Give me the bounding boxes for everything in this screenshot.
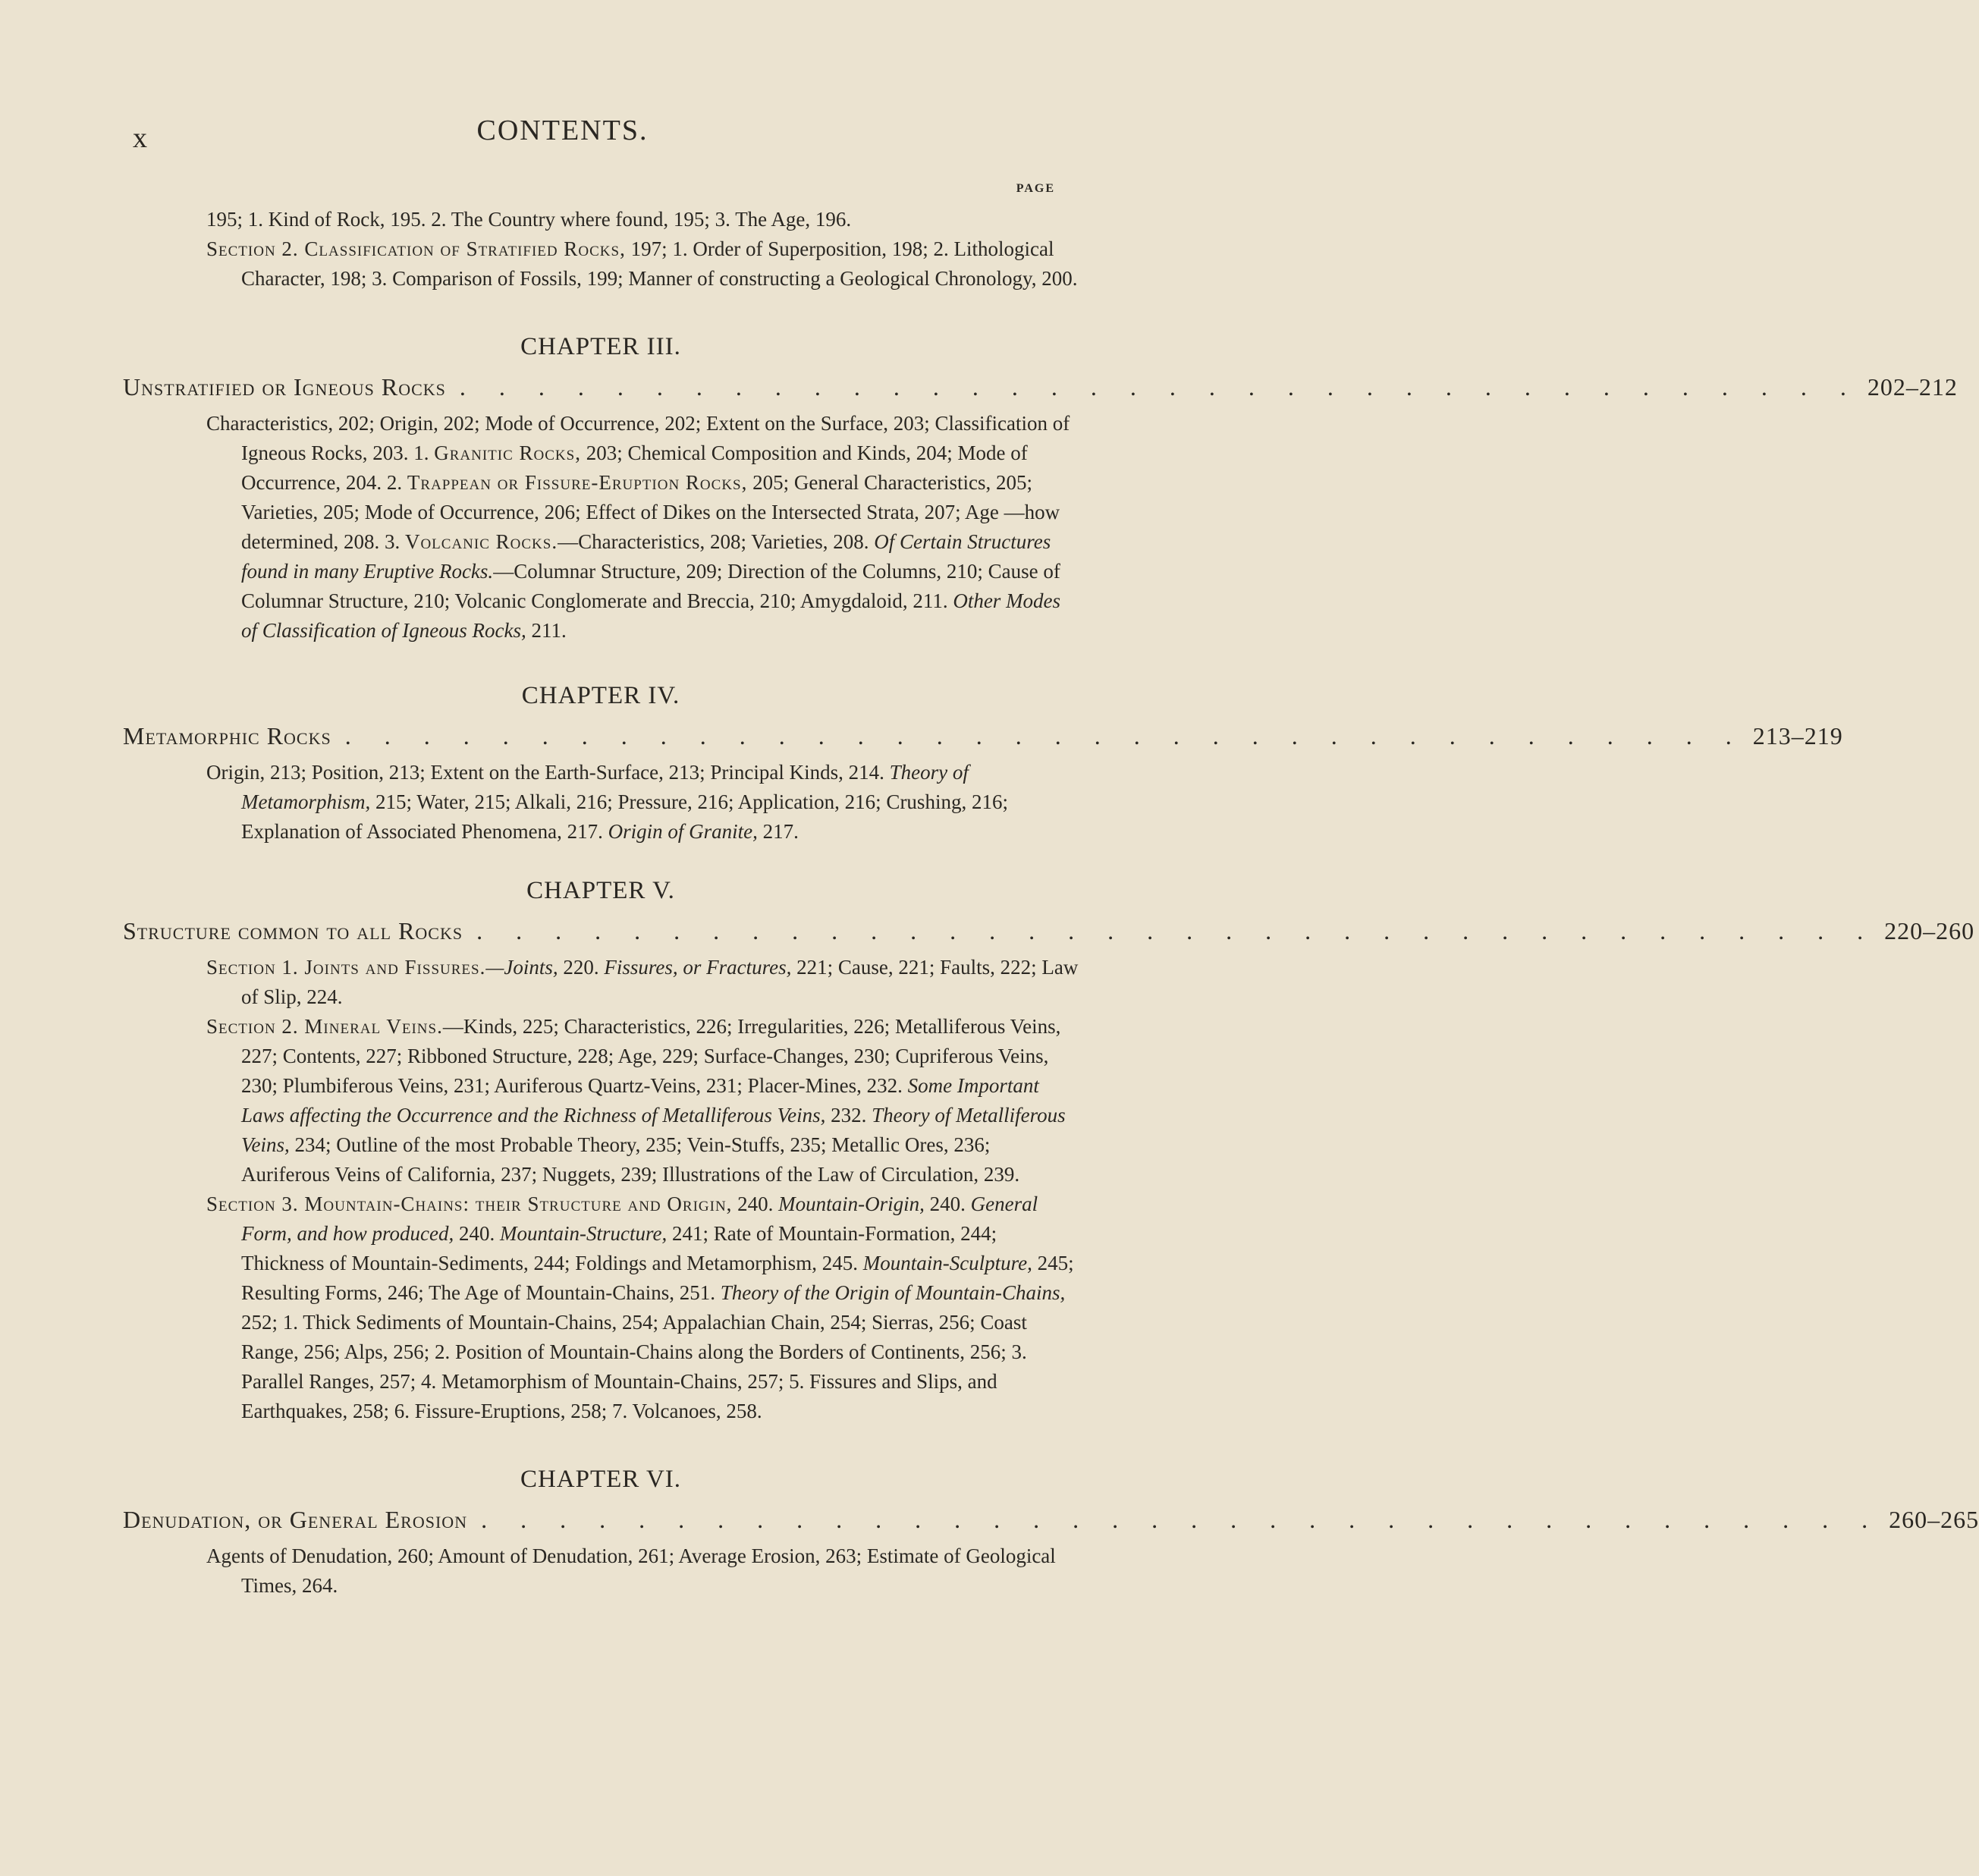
- leader-dots: . . . . . . . . . . . . . . . . . . . . . . . . . . . . . . . . . . . .: [476, 917, 1877, 944]
- section-label: Section 2. Classification of Stratified Rocks,: [206, 237, 626, 260]
- summary-italic: Theory of the Origin of Mountain-Chains,: [720, 1281, 1066, 1304]
- chapter-title-row: [123, 1506, 1979, 1534]
- summary-text: 232.: [831, 1104, 867, 1127]
- summary-text: —Kinds, 225; Characteristics, 226; Irregularities, 226; Metalliferous Veins, 227; Contents, 227; Ribboned Structure, 228; Age, 229; Surface-Changes, 230; Cupriferous Veins, 230; Plumbiferous Veins, 231; Auriferous Quartz-Veins, 231; Placer-Mines, 232.: [241, 1015, 1061, 1097]
- chapter-title: Structure common to all Rocks: [123, 917, 463, 944]
- summary-text: 215; Water, 215; Alkali, 216; Pressure, 216; Application, 216; Crushing, 216; Explanation of Associated Phenomena, 217.: [241, 790, 1008, 843]
- chapter-pages: 260–265: [1889, 1506, 1979, 1533]
- summary-italic: General Form, and how produced,: [241, 1193, 1038, 1245]
- leader-dots: . . . . . . . . . . . . . . . . . . . . . . . . . . . . . . . . . . . .: [459, 373, 1860, 401]
- summary-text: —Columnar Structure, 209; Direction of the Columns, 210; Cause of Columnar Structure, 210; Volcanic Conglomerate and Breccia, 210; Amygdaloid, 211.: [241, 560, 1060, 612]
- chapter-title: Metamorphic Rocks: [123, 722, 331, 749]
- summary-italic: Origin of Granite,: [608, 820, 758, 843]
- summary-italic: Theory of Metamorphism,: [241, 761, 969, 813]
- section-text: 197; 1. Order of Superposition, 198; 2. Lithological Character, 198; 3. Comparison of Fossils, 199; Manner of constructing a Geological Chronology, 200.: [241, 237, 1078, 290]
- summary-text: 240.: [458, 1222, 495, 1245]
- summary-text: —Characteristics, 208; Varieties, 208.: [558, 530, 869, 553]
- intro-text: 195; 1. Kind of Rock, 195. 2. The Country where found, 195; 3. The Age, 196.: [206, 208, 852, 231]
- summary-text: 205; General Characteristics, 205; Varieties, 205; Mode of Occurrence, 206; Effect of Dikes on the Intersected Strata, 207; Age —how determined, 208. 3.: [241, 471, 1060, 553]
- summary-text: 245; Resulting Forms, 246; The Age of Mountain-Chains, 251.: [241, 1252, 1074, 1304]
- chapter-4-summary: [206, 758, 1079, 847]
- summary-italic: Mountain-Structure,: [499, 1222, 668, 1245]
- intro-line: [206, 205, 1079, 234]
- intro-section-2: [206, 234, 1079, 294]
- summary-italic: Other Modes of Classification of Igneous Rocks,: [241, 589, 1061, 642]
- chapter-title-row: [123, 722, 1843, 750]
- chapter-heading: CHAPTER IV.: [521, 682, 680, 709]
- chapter-title-row: [123, 373, 1958, 401]
- summary-text: 221; Cause, 221; Faults, 222; Law of Slip, 224.: [241, 956, 1079, 1008]
- summary-text: Agents of Denudation, 260; Amount of Denudation, 261; Average Erosion, 263; Estimate of Geological Times, 264.: [206, 1544, 1056, 1597]
- summary-italic: —Joints,: [485, 956, 558, 979]
- chapter-heading: CHAPTER VI.: [520, 1466, 682, 1493]
- page-number: x: [133, 122, 148, 154]
- chapter-pages: 213–219: [1752, 722, 1843, 749]
- leader-dots: . . . . . . . . . . . . . . . . . . . . . . . . . . . . . . . . . . . .: [344, 722, 1745, 749]
- section-label: Section 3. Mountain-Chains: their Structure and Origin,: [206, 1193, 733, 1215]
- section-label: Section 1. Joints and Fissures.: [206, 956, 486, 979]
- chapter-5-section-3: [206, 1189, 1079, 1426]
- summary-text: 220.: [563, 956, 599, 979]
- summary-text: 203; Chemical Composition and Kinds, 204; Mode of Occurrence, 204. 2.: [241, 442, 1028, 494]
- chapter-pages: 220–260: [1884, 917, 1975, 944]
- chapter-5-section-1: [206, 953, 1079, 1012]
- summary-smallcaps: Volcanic Rocks.: [404, 530, 558, 553]
- chapter-title-row: [123, 917, 1975, 945]
- running-head: CONTENTS.: [476, 115, 649, 146]
- chapter-title: Unstratified or Igneous Rocks: [123, 373, 446, 401]
- summary-text: Origin, 213; Position, 213; Extent on the Earth-Surface, 213; Principal Kinds, 214.: [206, 761, 884, 784]
- summary-italic: Theory of Metalliferous Veins,: [241, 1104, 1066, 1156]
- summary-text: 240.: [737, 1193, 774, 1215]
- summary-text: 240.: [929, 1193, 966, 1215]
- summary-text: 252; 1. Thick Sediments of Mountain-Chains, 254; Appalachian Chain, 254; Sierras, 256; Coast Range, 256; Alps, 256; 2. Position of Mountain-Chains along the Borders of Continents, 256; 3. Parallel Ranges, 257; 4. Metamorphism of Mountain-Chains, 257; 5. Fissures and Slips, and Earthquakes, 258; 6. Fissure-Eruptions, 258; 7. Volcanoes, 258.: [241, 1311, 1027, 1422]
- summary-italic: Some Important Laws affecting the Occurrence and the Richness of Metalliferous Veins,: [241, 1074, 1039, 1127]
- summary-smallcaps: Granitic Rocks,: [434, 442, 581, 464]
- chapter-heading: CHAPTER III.: [520, 333, 681, 360]
- leader-dots: . . . . . . . . . . . . . . . . . . . . . . . . . . . . . . . . . . . .: [481, 1506, 1882, 1533]
- summary-italic: Mountain-Sculpture,: [862, 1252, 1032, 1274]
- chapter-5-section-2: [206, 1012, 1079, 1189]
- summary-text: 217.: [762, 820, 799, 843]
- page-column-label: PAGE: [1016, 182, 1055, 195]
- chapter-3-summary: [206, 409, 1079, 646]
- contents-body: [123, 205, 1979, 1601]
- chapter-pages: 202–212: [1867, 373, 1958, 401]
- summary-italic: Of Certain Structures found in many Eruptive Rocks.: [241, 530, 1051, 583]
- summary-smallcaps: Trappean or Fissure-Eruption Rocks,: [407, 471, 748, 494]
- chapter-title: Denudation, or General Erosion: [123, 1506, 468, 1533]
- chapter-6-summary: [206, 1541, 1079, 1601]
- summary-text: 234; Outline of the most Probable Theory, 235; Vein-Stuffs, 235; Metallic Ores, 236; Auriferous Veins of California, 237; Nuggets, 239; Illustrations of the Law of Circulation, 239.: [241, 1133, 1020, 1186]
- summary-text: 241; Rate of Mountain-Formation, 244; Thickness of Mountain-Sediments, 244; Foldings and Metamorphism, 245.: [241, 1222, 997, 1274]
- chapter-heading: CHAPTER V.: [526, 877, 675, 904]
- summary-text: Characteristics, 202; Origin, 202; Mode of Occurrence, 202; Extent on the Surface, 203; Classification of Igneous Rocks, 203. 1.: [206, 412, 1070, 464]
- summary-italic: Mountain-Origin,: [778, 1193, 925, 1215]
- summary-italic: Fissures, or Fractures,: [604, 956, 792, 979]
- section-label: Section 2. Mineral Veins.: [206, 1015, 443, 1038]
- summary-text: 211.: [531, 619, 567, 642]
